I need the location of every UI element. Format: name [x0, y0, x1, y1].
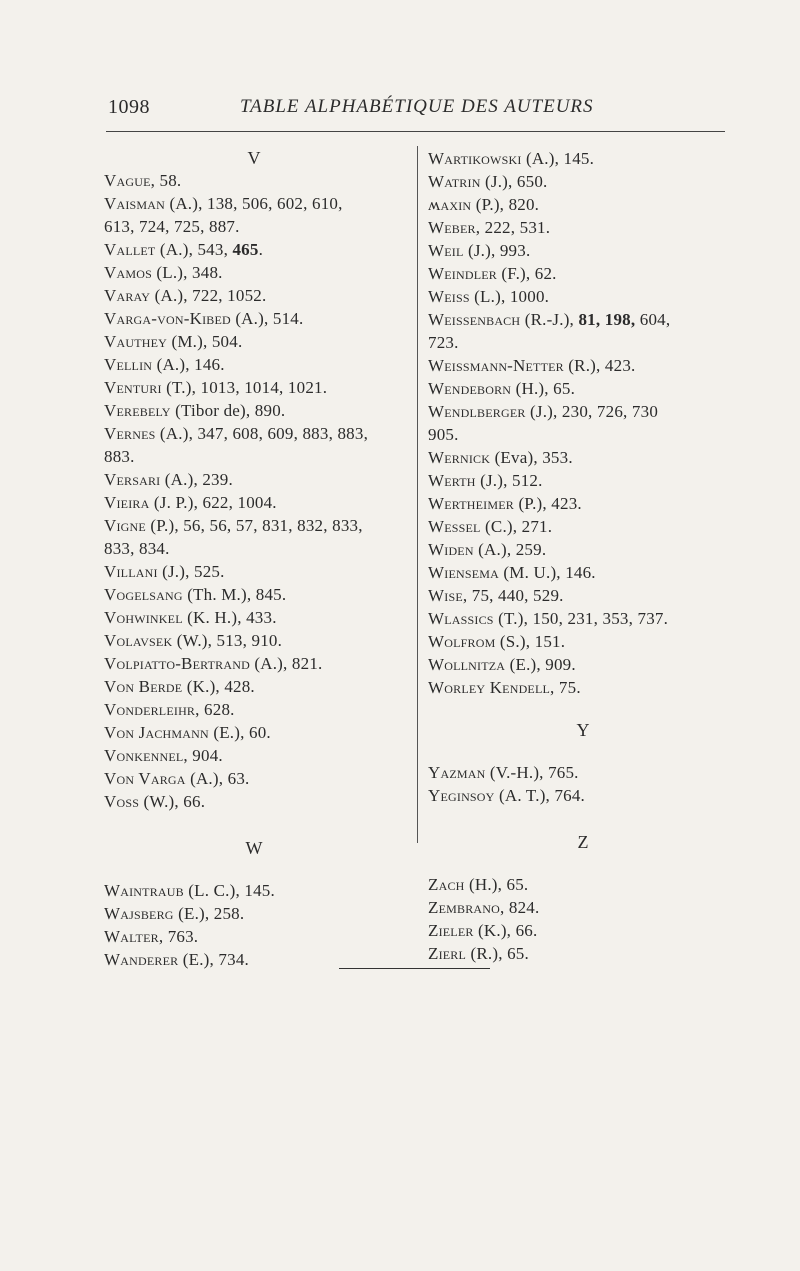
author-name: Voss — [104, 792, 140, 811]
author-name: Von Berde — [104, 677, 183, 696]
right-column — [428, 147, 738, 965]
index-entry — [104, 238, 404, 261]
page-references: (A. T.), 764. — [494, 786, 586, 805]
index-entry — [428, 942, 738, 965]
v-entry-list — [104, 169, 404, 813]
index-entry — [428, 216, 738, 239]
author-name: Wollnitza — [428, 655, 506, 674]
index-entry — [428, 469, 738, 492]
index-entry-continuation — [428, 423, 738, 446]
author-name: Von Jachmann — [104, 723, 209, 742]
author-name: Von Varga — [104, 769, 186, 788]
y-entry-list — [428, 761, 738, 807]
index-entry — [104, 675, 404, 698]
page-references: (M. U.), 146. — [498, 563, 596, 582]
index-entry — [428, 607, 738, 630]
page-references: (H.), 65. — [464, 875, 529, 894]
page-references: (E.), 734. — [178, 950, 249, 969]
index-entry — [104, 790, 404, 813]
index-entry — [104, 606, 404, 629]
index-entry — [428, 377, 738, 400]
index-entry — [104, 491, 404, 514]
author-name: Vellin — [104, 355, 153, 374]
section-gap — [104, 813, 404, 837]
page-references: (F.), 62. — [496, 264, 557, 283]
index-entry — [428, 561, 738, 584]
page-references: (R.), 65. — [466, 944, 529, 963]
author-name: Varga-von-Kibed — [104, 309, 231, 328]
index-entry-continuation — [428, 331, 738, 354]
page-references: 833, 834. — [104, 539, 170, 558]
page-references: (A.), 347, 608, 609, 883, 883, — [155, 424, 369, 443]
page-references: (A.), 63. — [185, 769, 250, 788]
author-name: Varay — [104, 286, 151, 305]
page-references: (A.), 543, — [155, 240, 233, 259]
author-name: Weissmann-Netter — [428, 356, 564, 375]
page-references: (A.), 138, 506, 602, 610, — [165, 194, 343, 213]
page-references: (L.), 1000. — [469, 287, 550, 306]
author-name: Wanderer — [104, 950, 179, 969]
page-references: , 904. — [183, 746, 223, 765]
index-entry — [428, 515, 738, 538]
page-references: (A.), 239. — [160, 470, 233, 489]
author-name: Wendeborn — [428, 379, 512, 398]
bold-page-reference: 81, 198, — [578, 310, 636, 329]
page-references: (T.), 1013, 1014, 1021. — [161, 378, 328, 397]
index-entry — [104, 902, 404, 925]
index-entry — [428, 239, 738, 262]
index-entry — [104, 629, 404, 652]
section-gap — [428, 699, 738, 719]
index-entry — [428, 919, 738, 942]
author-name: Venturi — [104, 378, 162, 397]
index-entry-continuation — [104, 215, 404, 238]
page-references: , 58. — [150, 171, 182, 190]
page-references: , 824. — [500, 898, 540, 917]
page-references: (K. H.), 433. — [182, 608, 277, 627]
author-name: Verebely — [104, 401, 171, 420]
author-name: Wendlberger — [428, 402, 526, 421]
author-name: Wise — [428, 586, 463, 605]
author-name: Vague — [104, 171, 151, 190]
page-references: (E.), 60. — [208, 723, 271, 742]
page-references: (L. C.), 145. — [183, 881, 275, 900]
author-name: Vohwinkel — [104, 608, 183, 627]
index-entry — [428, 285, 738, 308]
index-entry — [428, 262, 738, 285]
page-references: (W.), 513, 910. — [172, 631, 283, 650]
author-name: Vauthey — [104, 332, 168, 351]
index-entry — [104, 514, 404, 537]
author-name: Villani — [104, 562, 158, 581]
author-name: Weiss — [428, 287, 470, 306]
index-entry — [104, 652, 404, 675]
section-gap — [428, 807, 738, 831]
author-name: Vigne — [104, 516, 146, 535]
author-name: Weber — [428, 218, 476, 237]
index-entry — [428, 584, 738, 607]
page-references: (Th. M.), 845. — [182, 585, 287, 604]
index-entry — [104, 879, 404, 902]
author-name: Werth — [428, 471, 476, 490]
index-entry — [428, 630, 738, 653]
index-entry — [104, 422, 404, 445]
running-title: TABLE ALPHABÉTIQUE DES AUTEURS — [240, 96, 594, 117]
page-references: (E.), 258. — [173, 904, 245, 923]
author-name: Vonkennel — [104, 746, 184, 765]
index-entry — [428, 193, 738, 216]
author-name: Zierl — [428, 944, 467, 963]
index-entry — [104, 468, 404, 491]
page-references: (A.), 145. — [521, 149, 595, 168]
index-entry — [428, 147, 738, 170]
header-rule — [106, 131, 725, 132]
page-references: , 75. — [550, 678, 581, 697]
index-entry — [428, 354, 738, 377]
page-references: , 222, 531. — [475, 218, 551, 237]
page-references: (J.), 230, 726, 730 — [525, 402, 659, 421]
index-entry — [104, 376, 404, 399]
index-entry — [428, 676, 738, 699]
page-references: (A.), 722, 1052. — [150, 286, 267, 305]
author-name: Vallet — [104, 240, 156, 259]
author-name: Wessel — [428, 517, 481, 536]
index-entry — [428, 446, 738, 469]
index-entry-continuation — [104, 445, 404, 468]
page-references: , 75, 440, 529. — [462, 586, 564, 605]
page-number: 1098 — [108, 96, 150, 118]
page-references: 613, 724, 725, 887. — [104, 217, 240, 236]
w-entry-list-left — [104, 879, 404, 971]
index-entry — [104, 353, 404, 376]
author-name: Volpiatto-Bertrand — [104, 654, 250, 673]
page-references-tail: 604, — [635, 310, 671, 329]
author-name: Wolfrom — [428, 632, 496, 651]
author-name: Vieira — [104, 493, 150, 512]
page-references: (A.), 259. — [473, 540, 547, 559]
index-entry — [428, 784, 738, 807]
page-references: (R.-J.), — [520, 310, 579, 329]
page-references: (C.), 271. — [480, 517, 553, 536]
page-references: (A.), 821. — [249, 654, 323, 673]
page-references: (W.), 66. — [139, 792, 206, 811]
page-references: (P.), 423. — [514, 494, 582, 513]
author-name: Vamos — [104, 263, 152, 282]
author-name: Vogelsang — [104, 585, 183, 604]
page-references: , 763. — [158, 927, 199, 946]
index-entry — [104, 330, 404, 353]
page-references: 883. — [104, 447, 135, 466]
author-name: Wajsberg — [104, 904, 174, 923]
page-references-tail: . — [258, 240, 264, 259]
section-gap — [428, 741, 738, 761]
author-name: Widen — [428, 540, 474, 559]
author-name: Vonderleihr — [104, 700, 196, 719]
section-letter-v: V — [247, 148, 261, 168]
author-name: Wertheimer — [428, 494, 514, 513]
section-letter-w: W — [245, 838, 263, 858]
index-entry — [104, 169, 404, 192]
index-entry — [104, 261, 404, 284]
author-name: Wernick — [428, 448, 491, 467]
author-name: Zembrano — [428, 898, 500, 917]
author-name: Watrin — [428, 172, 481, 191]
left-column — [104, 147, 404, 971]
page-references: (L.), 348. — [151, 263, 223, 282]
end-rule — [339, 968, 490, 969]
index-entry-continuation — [104, 537, 404, 560]
page-references: (J.), 650. — [480, 172, 548, 191]
index-entry — [428, 538, 738, 561]
index-entry — [104, 583, 404, 606]
index-entry — [104, 744, 404, 767]
z-entry-list — [428, 873, 738, 965]
author-name: Yazman — [428, 763, 486, 782]
page-references: , 628. — [195, 700, 235, 719]
section-gap — [428, 853, 738, 873]
column-divider — [417, 146, 418, 843]
index-entry — [428, 873, 738, 896]
page-references: (P.), 820. — [471, 195, 540, 214]
author-name: ʍaxin — [428, 195, 472, 214]
author-name: Worley Kendell — [428, 678, 551, 697]
page-references: (A.), 146. — [152, 355, 225, 374]
page-references: (J. P.), 622, 1004. — [149, 493, 277, 512]
index-entry — [104, 721, 404, 744]
page-header — [108, 96, 728, 120]
author-name: Versari — [104, 470, 161, 489]
author-name: Waintraub — [104, 881, 184, 900]
page-references: (V.-H.), 765. — [485, 763, 579, 782]
index-entry — [104, 698, 404, 721]
index-entry — [428, 308, 738, 331]
page-references: (Tibor de), 890. — [170, 401, 286, 420]
page-references: (K.), 428. — [182, 677, 255, 696]
w-entry-list-right — [428, 147, 738, 699]
author-name: Yeginsoy — [428, 786, 495, 805]
index-entry — [428, 492, 738, 515]
index-entry — [428, 170, 738, 193]
page-references: (S.), 151. — [495, 632, 566, 651]
author-name: Wlassics — [428, 609, 494, 628]
author-name: Weissenbach — [428, 310, 521, 329]
page-references: (J.), 512. — [475, 471, 543, 490]
author-name: Walter — [104, 927, 159, 946]
page-references: (K.), 66. — [473, 921, 538, 940]
author-name: Wiensema — [428, 563, 499, 582]
author-name: Weil — [428, 241, 464, 260]
section-letter-z: Z — [577, 832, 589, 852]
index-entry — [104, 925, 404, 948]
index-entry — [428, 761, 738, 784]
section-letter-y: Y — [576, 720, 590, 740]
index-entry — [104, 767, 404, 790]
index-entry — [428, 896, 738, 919]
page-references: (E.), 909. — [505, 655, 576, 674]
page-references: (P.), 56, 56, 57, 831, 832, 833, — [145, 516, 363, 535]
page-references: (J.), 993. — [463, 241, 531, 260]
page-references: 723. — [428, 333, 459, 352]
author-name: Weindler — [428, 264, 497, 283]
page-references: (T.), 150, 231, 353, 737. — [493, 609, 669, 628]
page-references: (H.), 65. — [511, 379, 576, 398]
author-name: Zach — [428, 875, 465, 894]
page-references: (Eva), 353. — [490, 448, 573, 467]
index-entry — [104, 399, 404, 422]
index-entry — [104, 192, 404, 215]
author-name: Volavsek — [104, 631, 173, 650]
author-name: Vaisman — [104, 194, 166, 213]
bold-page-reference: 465 — [232, 240, 259, 259]
author-name: Wartikowski — [428, 149, 522, 168]
page-references: 905. — [428, 425, 459, 444]
page-references: (A.), 514. — [230, 309, 304, 328]
section-gap — [104, 859, 404, 879]
page-references: (J.), 525. — [157, 562, 225, 581]
page-references: (M.), 504. — [167, 332, 243, 351]
index-entry — [428, 400, 738, 423]
page-references: (R.), 423. — [563, 356, 636, 375]
index-entry — [104, 560, 404, 583]
index-entry — [104, 284, 404, 307]
author-name: Vernes — [104, 424, 156, 443]
index-entry — [428, 653, 738, 676]
author-name: Zieler — [428, 921, 474, 940]
index-entry — [104, 307, 404, 330]
